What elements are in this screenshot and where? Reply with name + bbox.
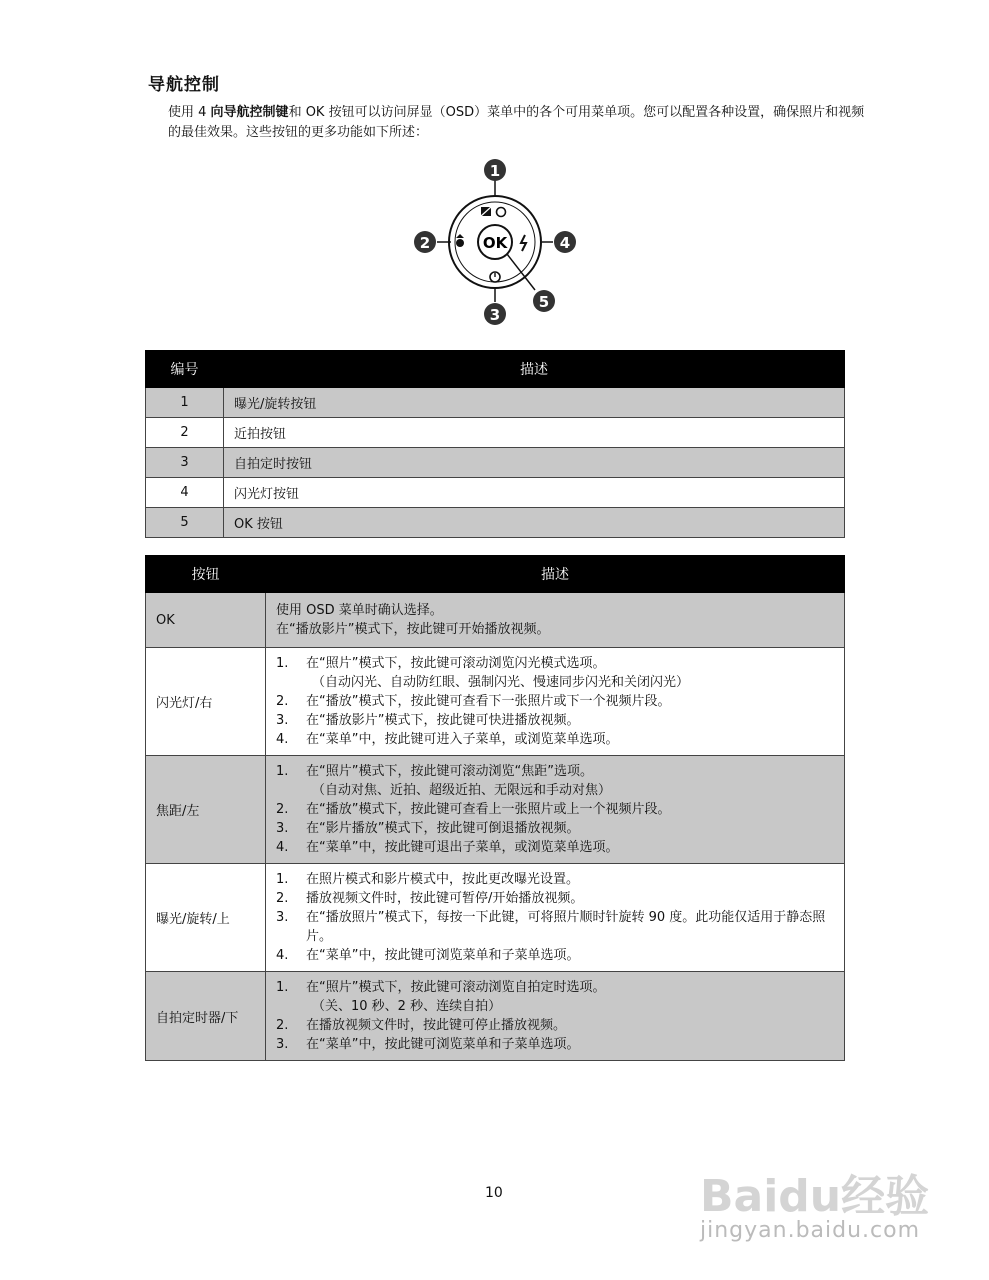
description-list — [276, 978, 834, 1054]
table-row — [146, 593, 845, 648]
watermark-logo: Baidu经验 — [700, 1171, 930, 1222]
button-name: 闪光灯/右 — [146, 648, 266, 756]
list-item: 2. 在“播放”模式下，按此键可查看下一张照片或下一个视频片段。 — [276, 694, 671, 709]
description-line: 在“播放影片”模式下，按此键可开始播放视频。 — [276, 622, 550, 637]
button-description — [266, 593, 845, 648]
button-name: 曝光/旋转/上 — [146, 864, 266, 972]
table-row — [146, 478, 845, 508]
list-item: 2. 播放视频文件时，按此键可暂停/开始播放视频。 — [276, 891, 584, 906]
button-description — [266, 972, 845, 1061]
list-item: 2. 在播放视频文件时，按此键可停止播放视频。 — [276, 1018, 567, 1033]
table-row — [146, 418, 845, 448]
table-row — [146, 388, 845, 418]
intro-text-1: 使用 4 — [168, 105, 211, 120]
svg-text:5: 5 — [538, 293, 550, 311]
description-list — [276, 870, 834, 965]
description-list — [276, 762, 834, 857]
column-header-description: 描述 — [224, 351, 845, 388]
button-name: OK — [146, 593, 266, 648]
description-list — [276, 654, 834, 749]
number-description-table — [145, 350, 845, 538]
table-row — [146, 648, 845, 756]
list-item: 3. 在“播放影片”模式下，按此键可快进播放视频。 — [276, 713, 580, 728]
intro-paragraph — [168, 103, 868, 143]
row-description: 曝光/旋转按钮 — [224, 388, 845, 418]
list-item: 4. 在“菜单”中，按此键可进入子菜单，或浏览菜单选项。 — [276, 732, 619, 747]
list-item: 1. 在“照片”模式下，按此键可滚动浏览自拍定时选项。 — [276, 980, 606, 995]
list-item: 1. 在“照片”模式下，按此键可滚动浏览闪光模式选项。 — [276, 656, 606, 671]
page-number: 10 — [485, 1185, 503, 1201]
svg-text:2: 2 — [419, 234, 431, 252]
table-row — [146, 508, 845, 538]
column-header-number: 编号 — [146, 351, 224, 388]
column-header-description: 描述 — [266, 556, 845, 593]
list-item-sub: （自动闪光、自动防红眼、强制闪光、慢速同步闪光和关闭闪光） — [312, 675, 690, 690]
row-number: 5 — [146, 508, 224, 538]
list-item: 3. 在“菜单”中，按此键可浏览菜单和子菜单选项。 — [276, 1037, 580, 1052]
button-description-table — [145, 555, 845, 1061]
navigation-pad-diagram — [405, 150, 595, 335]
table-row — [146, 864, 845, 972]
page-title: 导航控制 — [148, 75, 220, 95]
table-row — [146, 756, 845, 864]
row-description: 自拍定时按钮 — [224, 448, 845, 478]
list-item-sub: （自动对焦、近拍、超级近拍、无限远和手动对焦） — [312, 783, 612, 798]
row-number: 4 — [146, 478, 224, 508]
svg-text:4: 4 — [559, 234, 571, 252]
row-description: OK 按钮 — [224, 508, 845, 538]
description-line: 使用 OSD 菜单时确认选择。 — [276, 603, 443, 618]
list-item: 4. 在“菜单”中，按此键可退出子菜单，或浏览菜单选项。 — [276, 840, 619, 855]
button-description — [266, 648, 845, 756]
button-name: 焦距/左 — [146, 756, 266, 864]
watermark-url: jingyan.baidu.com — [700, 1218, 921, 1243]
row-number: 2 — [146, 418, 224, 448]
row-description: 闪光灯按钮 — [224, 478, 845, 508]
list-item-sub: （关、10 秒、2 秒、连续自拍） — [312, 999, 502, 1014]
intro-bold: 向导航控制键 — [210, 105, 289, 120]
list-item: 3. 在“播放照片”模式下，每按一下此键，可将照片顺时针旋转 90 度。此功能仅适用于静态照片。 — [276, 910, 826, 944]
table-row — [146, 972, 845, 1061]
ok-label: OK — [482, 234, 508, 252]
row-number: 3 — [146, 448, 224, 478]
table-row — [146, 448, 845, 478]
list-item: 1. 在照片模式和影片模式中，按此更改曝光设置。 — [276, 872, 580, 887]
column-header-button: 按钮 — [146, 556, 266, 593]
button-description — [266, 756, 845, 864]
svg-text:3: 3 — [489, 306, 501, 324]
list-item: 2. 在“播放”模式下，按此键可查看上一张照片或上一个视频片段。 — [276, 802, 671, 817]
row-number: 1 — [146, 388, 224, 418]
button-name: 自拍定时器/下 — [146, 972, 266, 1061]
intro-text-2: 和 OK 按钮可以访问屏显（OSD）菜单中的各个可用菜单项。您可以配置各种设置，确保照片和视频的最佳效果。这些按钮的更多功能如下所述： — [168, 105, 865, 140]
button-description — [266, 864, 845, 972]
row-description: 近拍按钮 — [224, 418, 845, 448]
list-item: 3. 在“影片播放”模式下，按此键可倒退播放视频。 — [276, 821, 580, 836]
list-item: 4. 在“菜单”中，按此键可浏览菜单和子菜单选项。 — [276, 948, 580, 963]
list-item: 1. 在“照片”模式下，按此键可滚动浏览“焦距”选项。 — [276, 764, 593, 779]
svg-text:1: 1 — [489, 162, 501, 180]
macro-icon — [456, 239, 464, 247]
